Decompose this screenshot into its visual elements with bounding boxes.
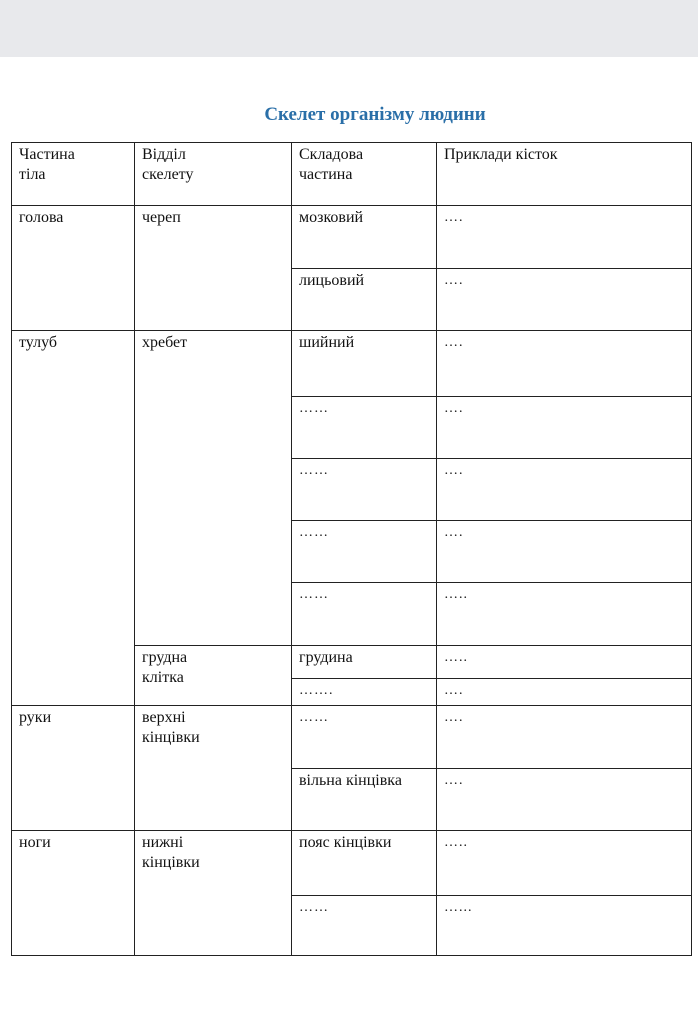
column-header <box>292 143 437 206</box>
component-cell-text: …… <box>299 710 329 725</box>
component-cell <box>292 331 437 397</box>
table-row <box>12 831 692 896</box>
bone-examples-cell-text: …. <box>444 683 464 698</box>
column-header <box>12 143 135 206</box>
component-cell-text: мозковий <box>299 209 364 226</box>
body-part-cell <box>12 706 135 831</box>
skeleton-section-cell <box>135 646 292 706</box>
skeleton-section-cell <box>135 831 292 956</box>
bone-examples-cell-text: …... <box>444 900 473 915</box>
table-row <box>12 206 692 269</box>
page-title: Скелет організму людини <box>264 104 486 125</box>
component-cell <box>292 679 437 706</box>
body-part-cell <box>12 331 135 706</box>
component-cell-text: …… <box>299 900 329 915</box>
skeleton-section-cell-text: нижні кінцівки <box>142 834 200 871</box>
component-cell <box>292 206 437 269</box>
skeleton-section-cell <box>135 206 292 331</box>
bone-examples-cell <box>437 459 692 521</box>
bone-examples-cell-text: ….. <box>444 650 468 665</box>
component-cell-text: ……. <box>299 683 334 698</box>
bone-examples-cell-text: …. <box>444 710 464 725</box>
skeleton-section-cell-text: грудна клітка <box>142 649 188 686</box>
column-header-text: Відділ скелету <box>142 146 194 183</box>
component-cell-text: шийний <box>299 334 355 351</box>
skeleton-table <box>11 142 692 956</box>
component-cell-text: вільна кінцівка <box>299 772 402 789</box>
component-cell <box>292 646 437 679</box>
bone-examples-cell <box>437 521 692 583</box>
component-cell <box>292 706 437 769</box>
skeleton-section-cell-text: верхні кінцівки <box>142 709 200 746</box>
skeleton-section-cell-text: хребет <box>142 334 188 351</box>
column-header <box>437 143 692 206</box>
bone-examples-cell <box>437 831 692 896</box>
bone-examples-cell <box>437 896 692 956</box>
component-cell-text: …… <box>299 401 329 416</box>
bone-examples-cell <box>437 269 692 331</box>
component-cell-text: …… <box>299 587 329 602</box>
bone-examples-cell-text: ….. <box>444 835 468 850</box>
bone-examples-cell <box>437 769 692 831</box>
column-header-text: Частина тіла <box>19 146 75 183</box>
skeleton-section-cell-text: череп <box>142 209 181 226</box>
column-header <box>135 143 292 206</box>
skeleton-section-cell <box>135 706 292 831</box>
body-part-cell <box>12 831 135 956</box>
column-header-text: Складова частина <box>299 146 364 183</box>
component-cell <box>292 896 437 956</box>
bone-examples-cell-text: …. <box>444 273 464 288</box>
bone-examples-cell <box>437 206 692 269</box>
bone-examples-cell-text: …. <box>444 773 464 788</box>
component-cell <box>292 769 437 831</box>
bone-examples-cell-text: …. <box>444 525 464 540</box>
component-cell <box>292 521 437 583</box>
body-part-cell-text: тулуб <box>19 334 57 351</box>
column-header-text: Приклади кісток <box>444 146 558 163</box>
bone-examples-cell <box>437 583 692 646</box>
component-cell-text: …… <box>299 463 329 478</box>
component-cell <box>292 269 437 331</box>
component-cell <box>292 831 437 896</box>
component-cell-text: пояс кінцівки <box>299 834 392 851</box>
component-cell <box>292 397 437 459</box>
body-part-cell-text: голова <box>19 209 64 226</box>
table-body <box>12 143 692 956</box>
component-cell <box>292 583 437 646</box>
top-bar <box>0 0 698 57</box>
skeleton-section-cell <box>135 331 292 646</box>
table-row <box>12 706 692 769</box>
bone-examples-cell-text: ….. <box>444 587 468 602</box>
bone-examples-cell <box>437 706 692 769</box>
bone-examples-cell-text: …. <box>444 210 464 225</box>
component-cell <box>292 459 437 521</box>
body-part-cell <box>12 206 135 331</box>
bone-examples-cell-text: …. <box>444 401 464 416</box>
bone-examples-cell-text: …. <box>444 463 464 478</box>
component-cell-text: лицьовий <box>299 272 365 289</box>
bone-examples-cell <box>437 679 692 706</box>
bone-examples-cell <box>437 397 692 459</box>
component-cell-text: …… <box>299 525 329 540</box>
bone-examples-cell <box>437 331 692 397</box>
component-cell-text: грудина <box>299 649 353 666</box>
bone-examples-cell-text: …. <box>444 335 464 350</box>
body-part-cell-text: руки <box>19 709 52 726</box>
body-part-cell-text: ноги <box>19 834 51 851</box>
header-row <box>12 143 692 206</box>
table-row <box>12 331 692 397</box>
bone-examples-cell <box>437 646 692 679</box>
